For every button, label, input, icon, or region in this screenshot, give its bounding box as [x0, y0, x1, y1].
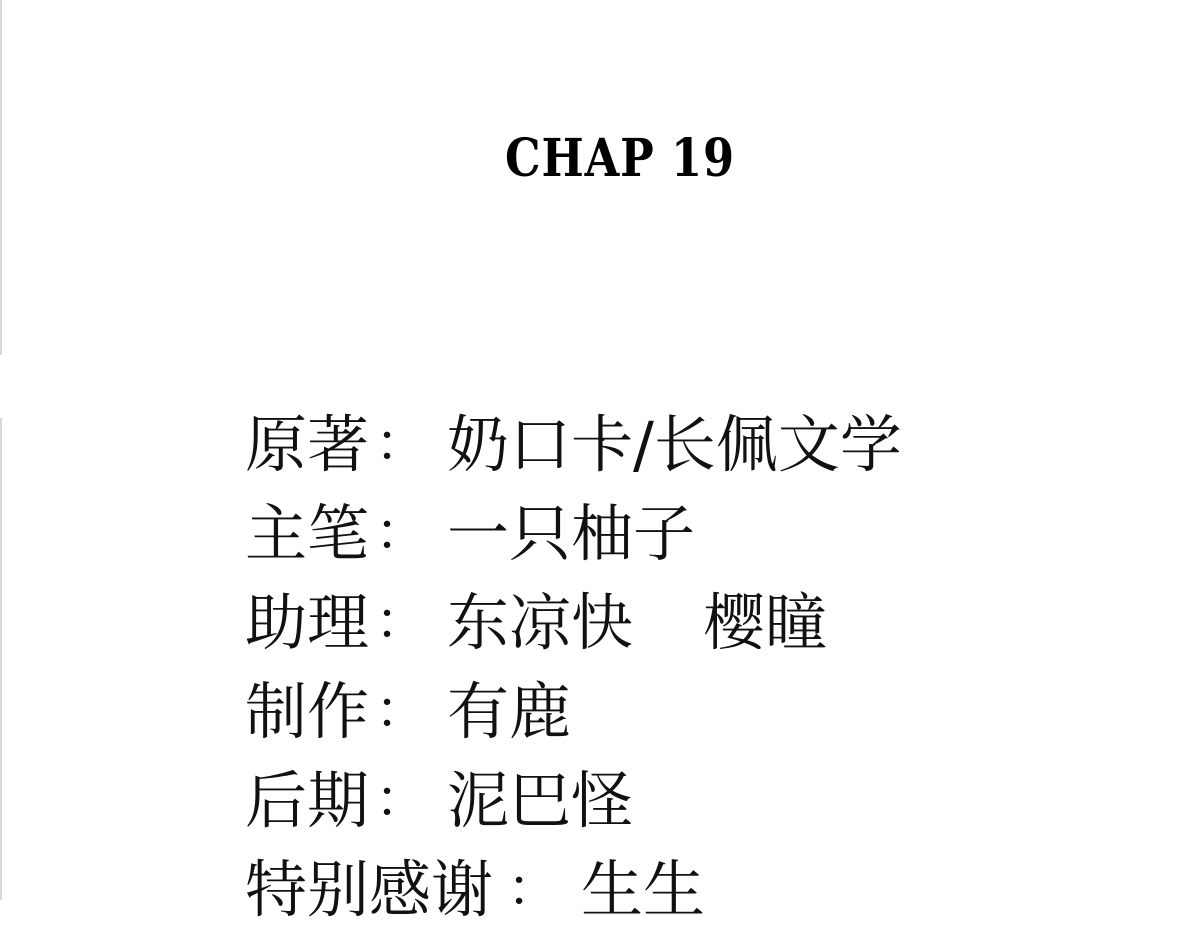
credit-colon: ：: [375, 503, 428, 563]
credit-value: 奶口卡/长佩文学: [447, 408, 902, 481]
credit-value: 有鹿: [447, 675, 572, 748]
credit-row-assistants: [245, 578, 1145, 667]
credit-colon: ：: [375, 414, 428, 474]
credit-row-production: [245, 667, 1145, 756]
credit-value: 东凉快: [447, 586, 634, 659]
credit-value: 泥巴怪: [447, 764, 634, 837]
credit-colon: ：: [375, 592, 428, 652]
credit-value: 樱瞳: [703, 586, 828, 659]
page-edge-line: [0, 418, 2, 900]
credit-colon: ：: [507, 859, 560, 919]
chapter-title: CHAP 19: [505, 128, 735, 189]
page-edge-line: [0, 0, 2, 355]
credit-label: 特别感谢: [245, 853, 494, 926]
credit-value: 生生: [581, 853, 706, 926]
credits-list: [245, 400, 1145, 934]
credit-label: 主笔: [245, 497, 370, 570]
credit-colon: ：: [375, 770, 428, 830]
credit-row-special-thanks: [245, 845, 1145, 934]
credit-row-original-work: [245, 400, 1145, 489]
credit-label: 助理: [245, 586, 370, 659]
credit-label: 后期: [245, 764, 370, 837]
credit-colon: ：: [375, 681, 428, 741]
credit-row-post-production: [245, 756, 1145, 845]
credit-value-group: [447, 578, 827, 667]
credit-label: 制作: [245, 675, 370, 748]
credit-label: 原著: [245, 408, 370, 481]
credit-value: 一只柚子: [447, 497, 696, 570]
credit-row-lead-artist: [245, 489, 1145, 578]
